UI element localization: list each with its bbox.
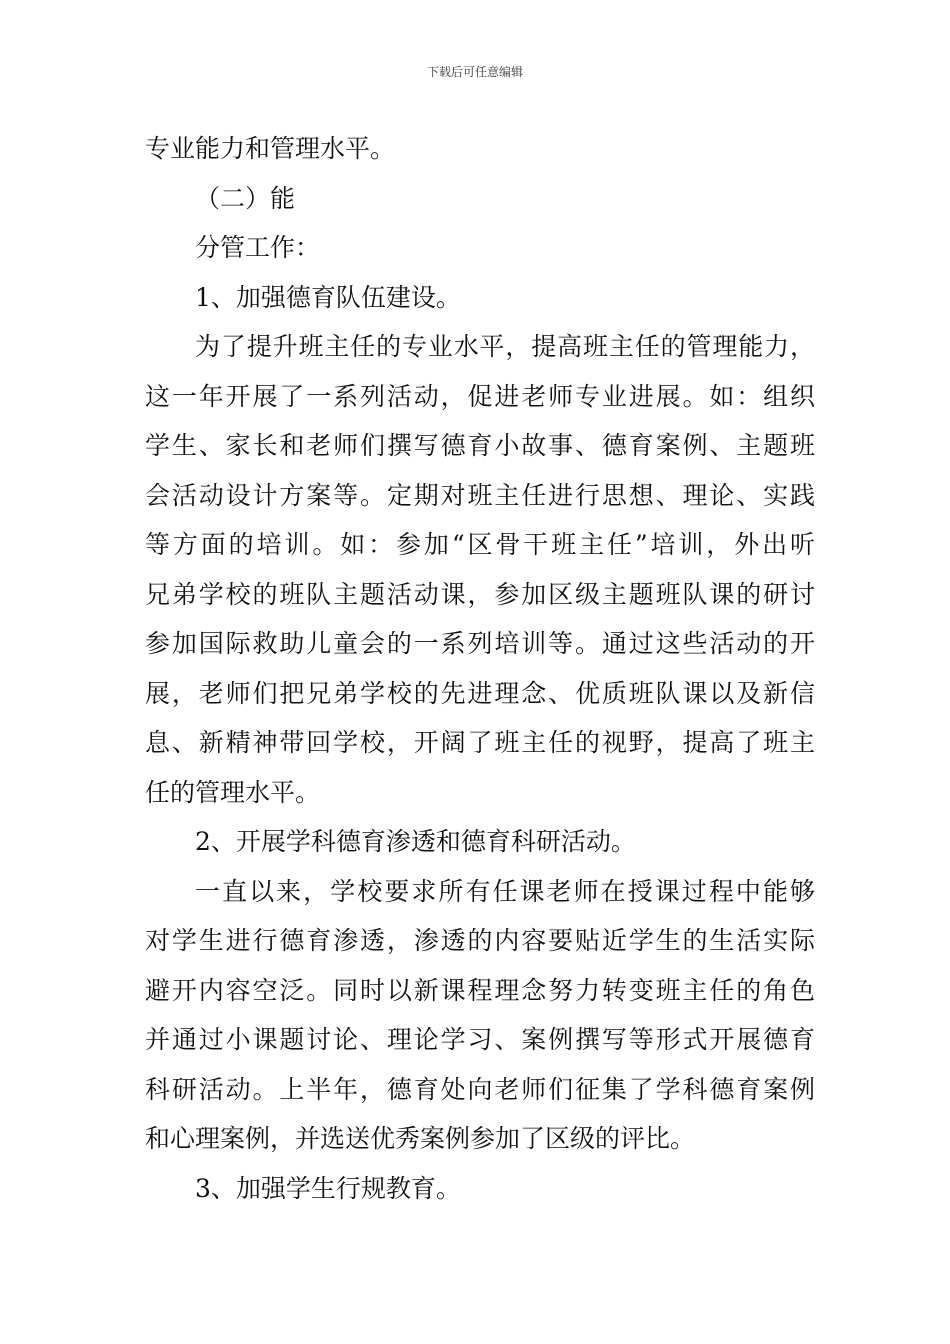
text-line: 科研活动。上半年，德育处向老师们征集了学科德育案例 [145,1074,815,1104]
item-heading: 2、开展学科德育渗透和德育科研活动。 [195,827,636,856]
text-line: 参加国际救助儿童会的一系列培训等。通过这些活动的开 [145,629,815,658]
section-heading: （二）能 [195,183,296,213]
text-line: 避开内容空泛。同时以新课程理念努力转变班主任的角色 [145,975,815,1005]
text-line: 会活动设计方案等。定期对班主任进行思想、理论、实践 [145,480,815,510]
text-line: 学生、家长和老师们撰写德育小故事、德育案例、主题班 [145,431,815,460]
text-line: 对学生进行德育渗透，渗透的内容要贴近学生的生活实际 [145,926,815,955]
page-header: 下载后可任意编辑 [426,65,523,79]
text-line: 任的管理水平。 [145,777,321,807]
text-line: 为了提升班主任的专业水平，提高班主任的管理能力， [195,332,815,361]
text-line: 等方面的培训。如：参加“区骨干班主任”培训，外出听 [145,530,815,559]
item-heading: 1、加强德育队伍建设。 [195,282,461,312]
subsection-heading: 分管工作： [195,233,321,262]
text-line: 息、新精神带回学校，开阔了班主任的视野，提高了班主 [145,728,815,757]
text-line: 这一年开展了一系列活动，促进老师专业进展。如：组织 [145,381,815,411]
text-line: 兄弟学校的班队主题活动课，参加区级主题班队课的研讨 [145,579,815,609]
text-line: 一直以来，学校要求所有任课老师在授课过程中能够 [195,876,815,906]
text-line: 和心理案例，并选送优秀案例参加了区级的评比。 [145,1124,696,1153]
text-line: 展，老师们把兄弟学校的先进理念、优质班队课以及新信 [145,678,815,708]
text-line: 专业能力和管理水平。 [145,134,396,163]
document-body [145,124,815,1213]
text-line: 并通过小课题讨论、理论学习、案例撰写等形式开展德育 [145,1025,815,1054]
item-heading: 3、加强学生行规教育。 [195,1173,461,1203]
